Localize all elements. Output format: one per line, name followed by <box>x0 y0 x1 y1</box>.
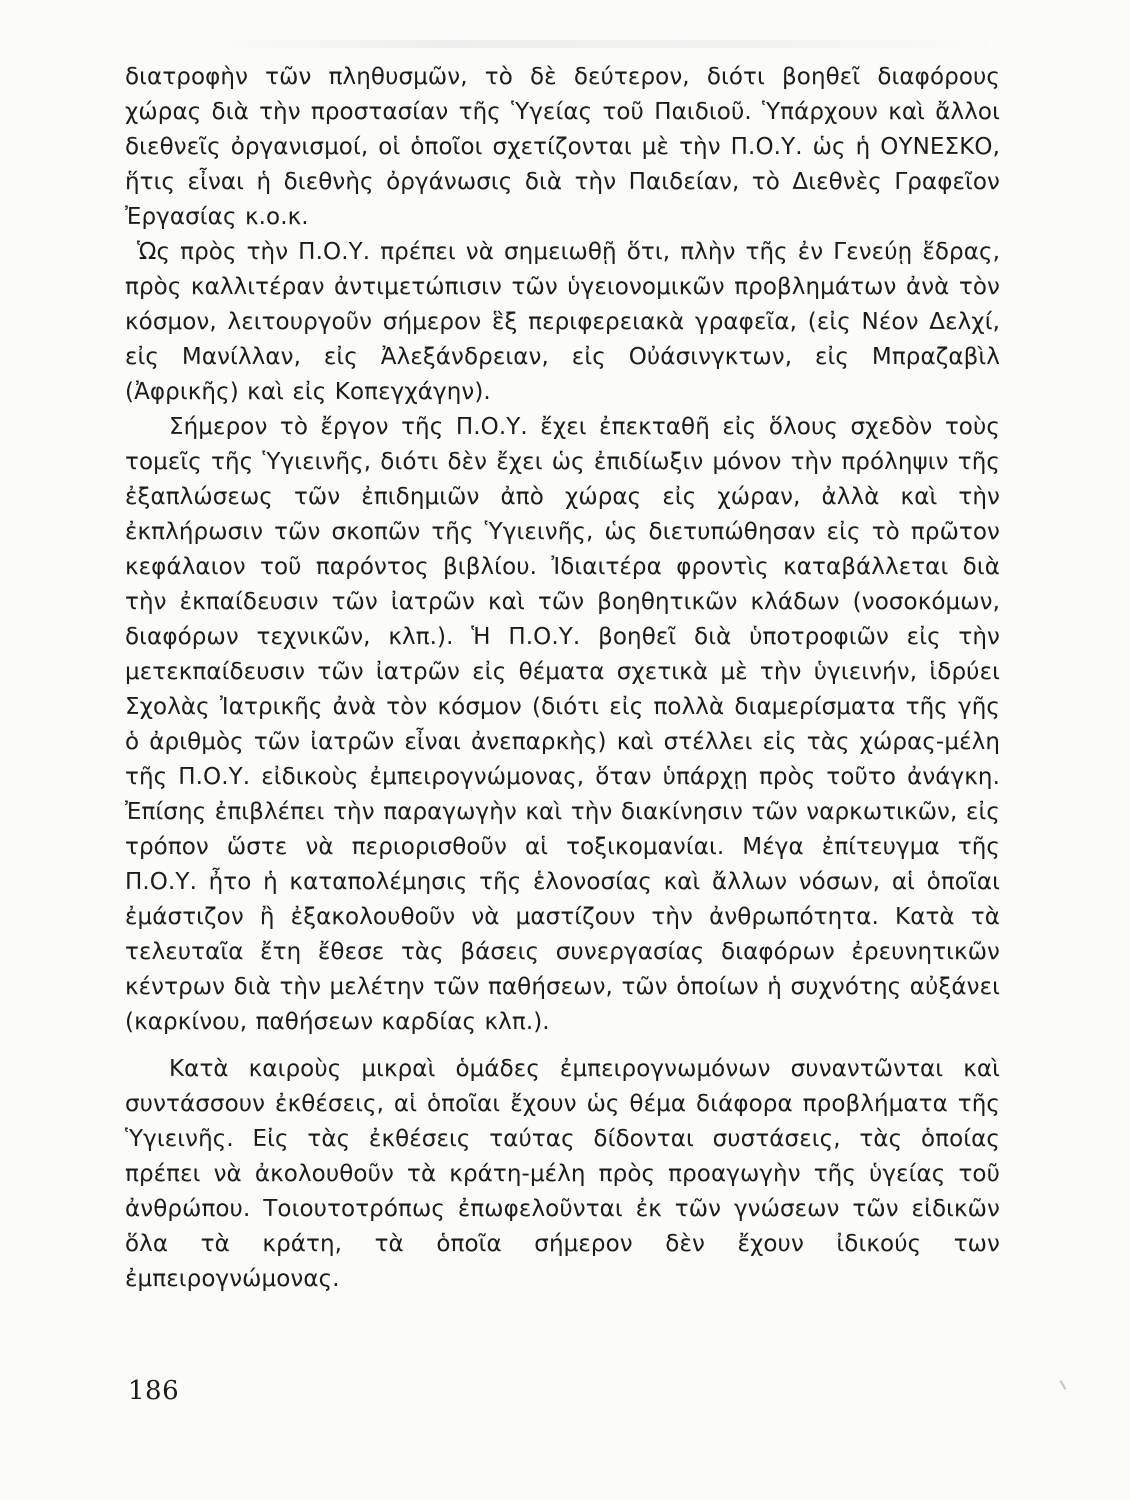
paragraph-expert-groups: Κατὰ καιροὺς μικραὶ ὁμάδες ἐμπειρογνωμόνων συναντῶνται καὶ συντάσσουν ἐκθέσεις, αἱ ὁποῖαι ἔχουν ὡς θέμα διάφορα προβλήματα τῆς Ὑγιεινῆς. Εἰς τὰς ἐκθέσεις ταύτας δίδονται συστάσεις, τὰς ὁποίας πρέπει νὰ ἀκολουθοῦν τὰ κράτη-μέλη πρὸς προαγωγὴν τῆς ὑγείας τοῦ ἀνθρώπου. Τοιουτοτρόπως ἐπωφελοῦνται ἐκ τῶν γνώσεων τῶν εἰδικῶν ὅλα τὰ κράτη, τὰ ὁποῖα σήμερον δὲν ἔχουν ἰδικούς των ἐμπειρογνώμονας. <box>125 1056 1000 1292</box>
scan-speck <box>1060 1380 1067 1390</box>
paragraph-continued: διατροφὴν τῶν πληθυσμῶν, τὸ δὲ δεύτερον, διότι βοηθεῖ διαφόρους χώρας διὰ τὴν προστασίαν τῆς Ὑγείας τοῦ Παιδιοῦ. Ὑπάρχουν καὶ ἄλλοι διεθνεῖς ὀργανισμοί, οἱ ὁποῖοι σχετίζονται μὲ τὴν Π.Ο.Υ. ὡς ἡ ΟΥΝΕΣΚΟ, ἥτις εἶναι ἡ διεθνὴς ὀργάνωσις διὰ τὴν Παιδείαν, τὸ Διεθνὲς Γραφεῖον Ἐργασίας κ.ο.κ. <box>125 64 1000 230</box>
paragraph-regional-offices: Ὡς πρὸς τὴν Π.Ο.Υ. πρέπει νὰ σημειωθῇ ὅτι, πλὴν τῆς ἐν Γενεύῃ ἕδρας, πρὸς καλλιτέραν ἀντιμετώπισιν τῶν ὑγειονομικῶν προβλημάτων ἀνὰ τὸν κόσμον, λειτουργοῦν σήμερον ἓξ περιφερειακὰ γραφεῖα, (εἰς Νέον Δελχί, εἰς Μανίλλαν, εἰς Ἀλεξάνδρειαν, εἰς Οὐάσινγκτων, εἰς Μπραζαβὶλ (Ἀφρικῆς) καὶ εἰς Κοπεγχάγην). <box>125 239 1000 405</box>
body-text <box>125 60 1000 1297</box>
paragraph-who-work: Σήμερον τὸ ἔργον τῆς Π.Ο.Υ. ἔχει ἐπεκταθῆ εἰς ὅλους σχεδὸν τοὺς τομεῖς τῆς Ὑγιεινῆς, διότι δὲν ἔχει ὡς ἐπιδίωξιν μόνον τὴν πρόληψιν τῆς ἐξαπλώσεως τῶν ἐπιδημιῶν ἀπὸ χώρας εἰς χώραν, ἀλλὰ καὶ τὴν ἐκπλήρωσιν τῶν σκοπῶν τῆς Ὑγιεινῆς, ὡς διετυπώθησαν εἰς τὸ πρῶτον κεφάλαιον τοῦ παρόντος βιβλίου. Ἰδιαιτέρα φροντὶς καταβάλλεται διὰ τὴν ἐκπαίδευσιν τῶν ἰατρῶν καὶ τῶν βοηθητικῶν κλάδων (νοσοκόμων, διαφόρων τεχνικῶν, κλπ.). Ἡ Π.Ο.Υ. βοηθεῖ διὰ ὑποτροφιῶν εἰς τὴν μετεκπαίδευσιν τῶν ἰατρῶν εἰς θέματα σχετικὰ μὲ τὴν ὑγιεινήν, ἱδρύει Σχολὰς Ἰατρικῆς ἀνὰ τὸν κόσμον (διότι εἰς πολλὰ διαμερίσματα τῆς γῆς ὁ ἀριθμὸς τῶν ἰατρῶν εἶναι ἀνεπαρκὴς) καὶ στέλλει εἰς τὰς χώρας-μέλη τῆς Π.Ο.Υ. εἰδικοὺς ἐμπειρογνώμονας, ὅταν ὑπάρχῃ πρὸς τοῦτο ἀνάγκη. Ἐπίσης ἐπιβλέπει τὴν παραγωγὴν καὶ τὴν διακίνησιν τῶν ναρκωτικῶν, εἰς τρόπον ὥστε νὰ περιορισθοῦν αἱ τοξικομανίαι. Μέγα ἐπίτευγμα τῆς Π.Ο.Υ. ἦτο ἡ καταπολέμησις τῆς ἑλονοσίας καὶ ἄλλων νόσων, αἱ ὁποῖαι ἐμάστιζον ἢ ἐξακολουθοῦν νὰ μαστίζουν τὴν ἀνθρωπότητα. Κατὰ τὰ τελευταῖα ἔτη ἔθεσε τὰς βάσεις συνεργασίας διαφόρων ἐρευνητικῶν κέντρων διὰ τὴν μελέτην τῶν παθήσεων, τῶν ὁποίων ἡ συχνότης αὐξάνει (καρκίνου, παθήσεων καρδίας κλπ.). <box>125 414 1000 1035</box>
page-number: 186 <box>128 1376 180 1406</box>
